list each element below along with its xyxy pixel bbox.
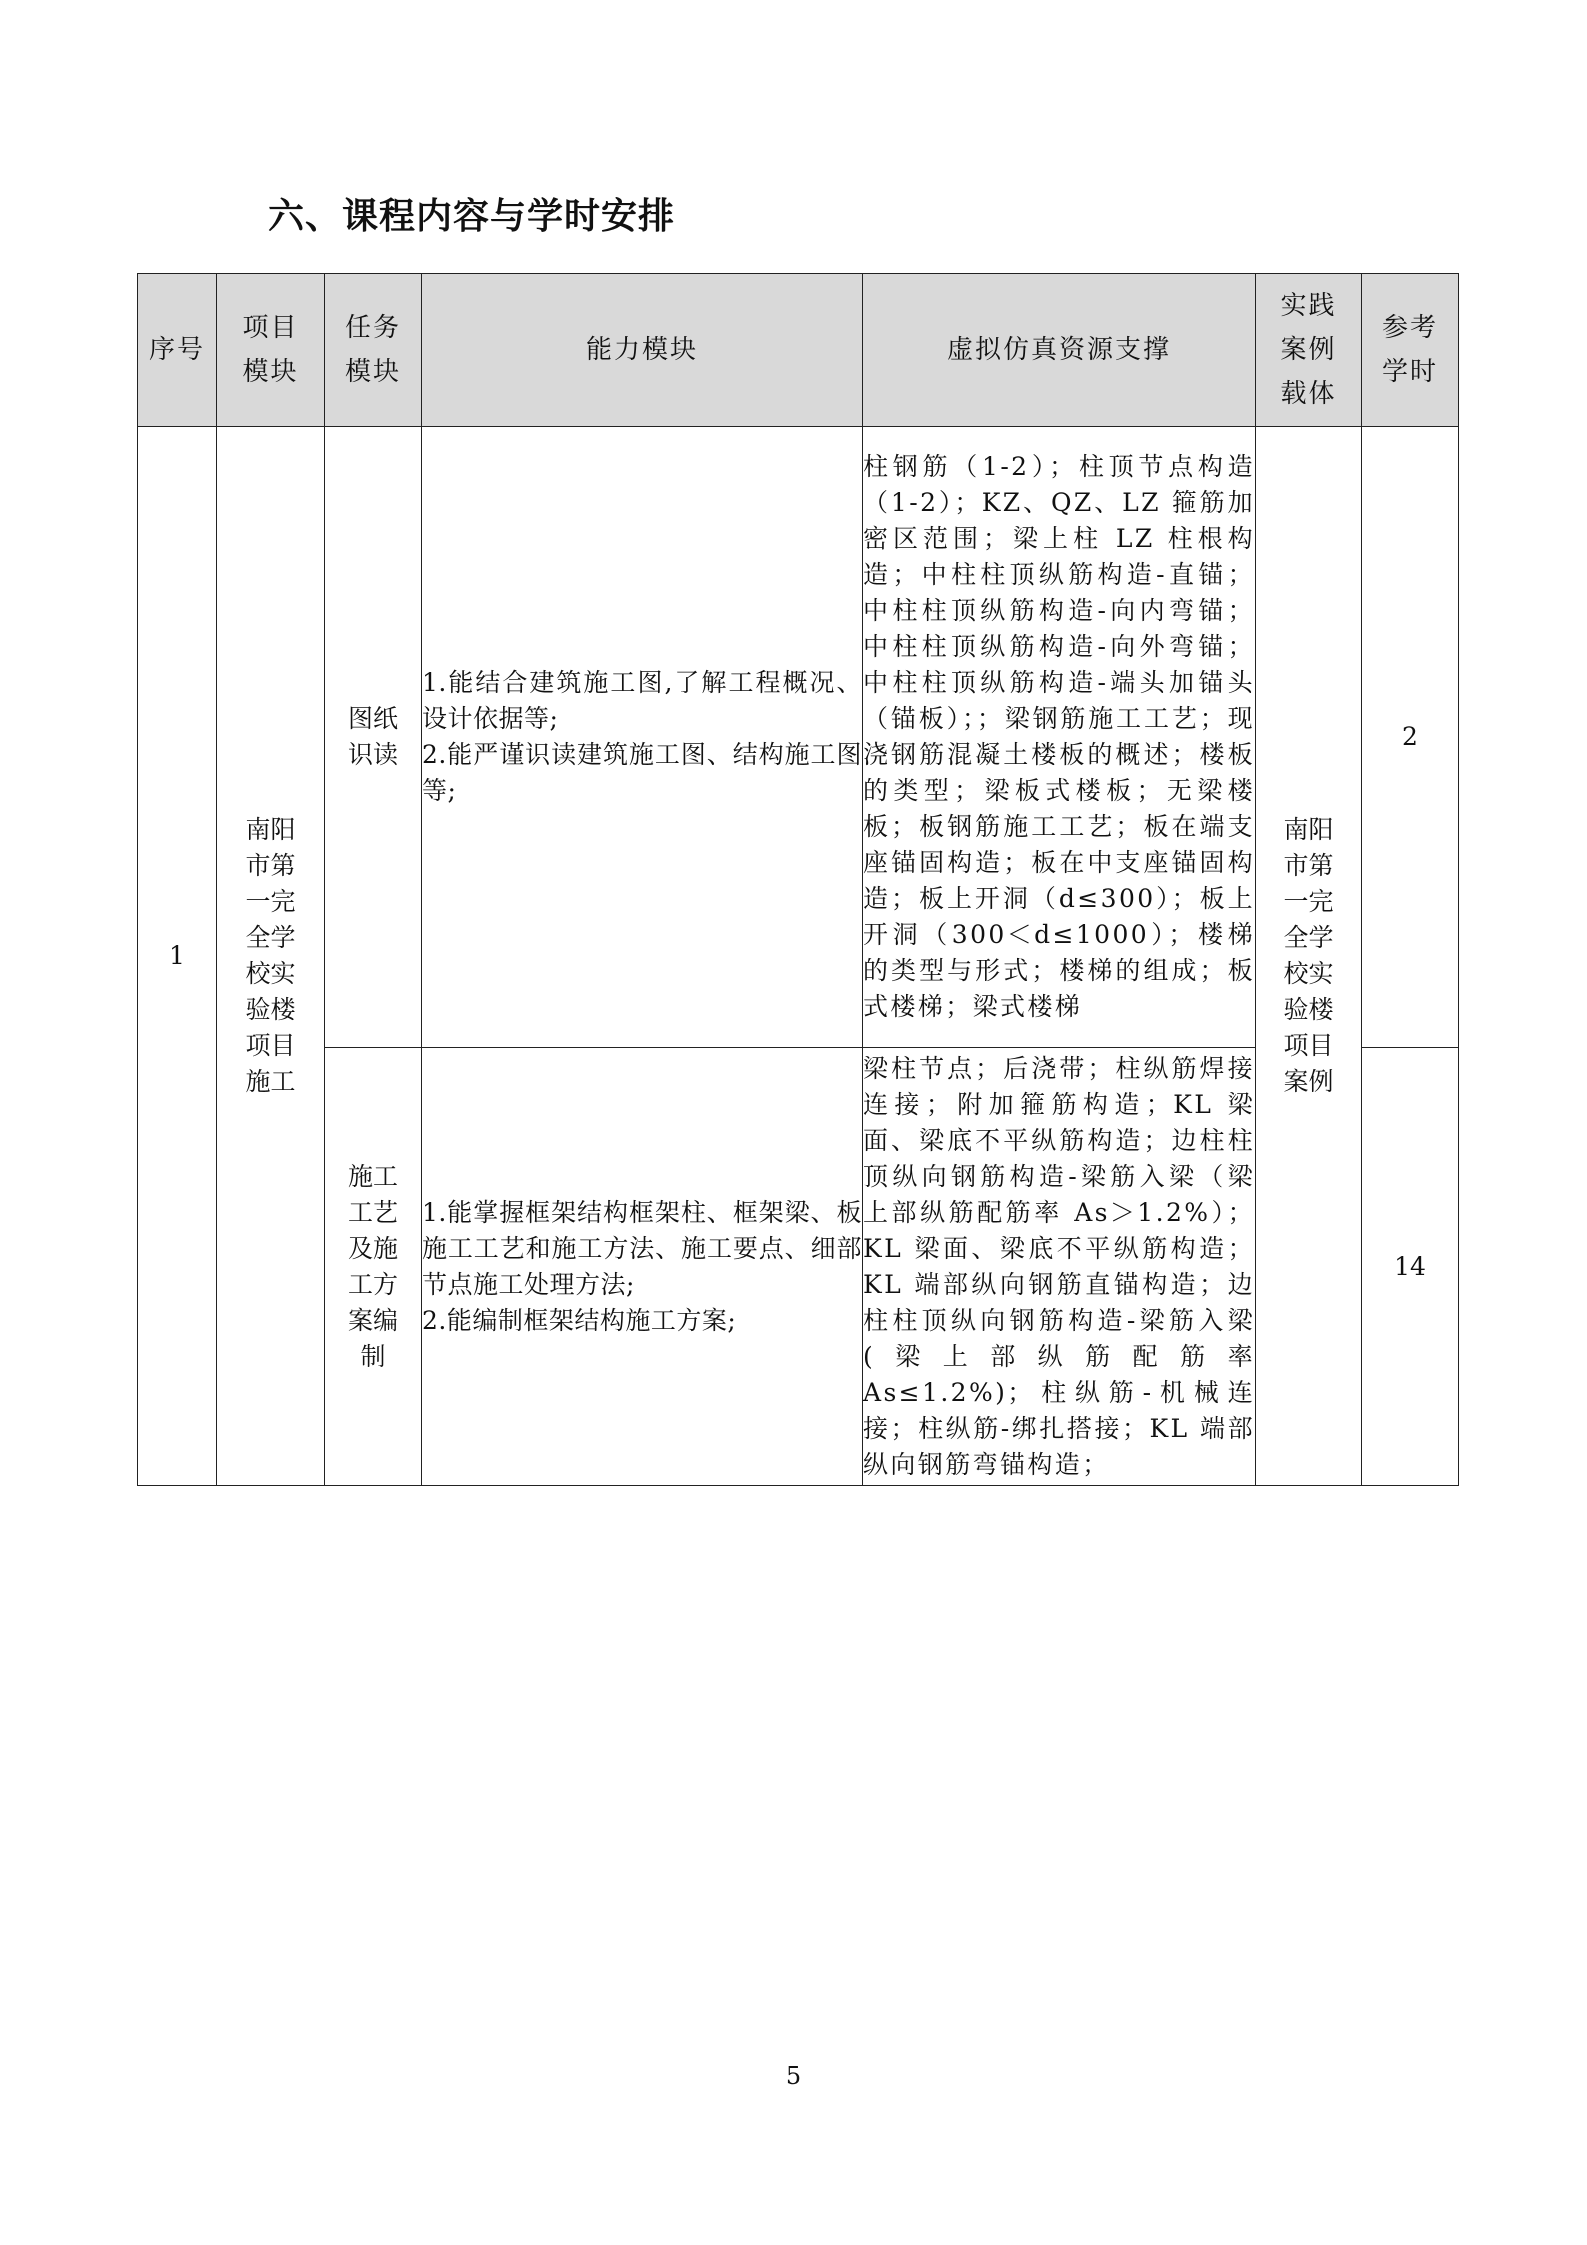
ability-item: 1.能掌握框架结构框架柱、框架梁、板施工工艺和施工方法、施工要点、细部节点施工处理方法;: [422, 1197, 862, 1299]
ability-cell: [422, 1048, 863, 1486]
header-project-module: 项目模块: [217, 274, 325, 427]
table-header-row: [138, 274, 1459, 427]
task-module-cell: 图纸识读: [325, 427, 422, 1048]
header-ability-module: 能力模块: [422, 274, 863, 427]
resource-cell: 梁柱节点；后浇带；柱纵筋焊接连接；附加箍筋构造；KL 梁面、梁底不平纵筋构造；边柱柱顶纵向钢筋构造-梁筋入梁（梁上部纵筋配筋率 As＞1.2%）；KL 梁面、梁底不平纵筋构造；KL 端部纵向钢筋直锚构造；边柱柱顶纵向钢筋构造-梁筋入梁(梁上部纵筋配筋率 As≤1.2%)；柱纵筋-机械连接；柱纵筋-绑扎搭接；KL 端部纵向钢筋弯锚构造；: [863, 1048, 1256, 1486]
table-row: [138, 427, 1459, 1048]
course-content-table: [137, 273, 1459, 1486]
seq-cell: 1: [138, 427, 217, 1486]
ability-item: 2.能严谨识读建筑施工图、结构施工图等;: [422, 740, 862, 805]
page-number: 5: [785, 2062, 802, 2090]
header-task-module: 任务模块: [325, 274, 422, 427]
header-seq: 序号: [138, 274, 217, 427]
ability-item: 1.能结合建筑施工图,了解工程概况、设计依据等;: [422, 668, 862, 733]
ability-item: 2.能编制框架结构施工方案;: [422, 1305, 737, 1335]
header-practice-case: 实践案例载体: [1256, 274, 1362, 427]
hours-cell: 14: [1362, 1048, 1459, 1486]
page-title: 六、课程内容与学时安排: [268, 196, 676, 237]
practice-case-cell: 南阳市第一完全学校实验楼项目案例: [1256, 427, 1362, 1486]
task-module-cell: 施工工艺及施工方案编制: [325, 1048, 422, 1486]
header-reference-hours: 参考学时: [1362, 274, 1459, 427]
resource-cell: 柱钢筋（1-2）；柱顶节点构造（1-2）；KZ、QZ、LZ 箍筋加密区范围；梁上柱 LZ 柱根构造；中柱柱顶纵筋构造-直锚；中柱柱顶纵筋构造-向内弯锚；中柱柱顶纵筋构造-向外弯锚；中柱柱顶纵筋构造-端头加锚头（锚板）；；梁钢筋施工工艺；现浇钢筋混凝土楼板的概述；楼板的类型；梁板式楼板；无梁楼板；板钢筋施工工艺；板在端支座锚固构造；板在中支座锚固构造；板上开洞（d≤300）；板上开洞（300＜d≤1000）；楼梯的类型与形式；楼梯的组成；板式楼梯；梁式楼梯: [863, 427, 1256, 1048]
hours-cell: 2: [1362, 427, 1459, 1048]
header-virtual-resource: 虚拟仿真资源支撑: [863, 274, 1256, 427]
project-module-cell: 南阳市第一完全学校实验楼项目施工: [217, 427, 325, 1486]
ability-cell: [422, 427, 863, 1048]
